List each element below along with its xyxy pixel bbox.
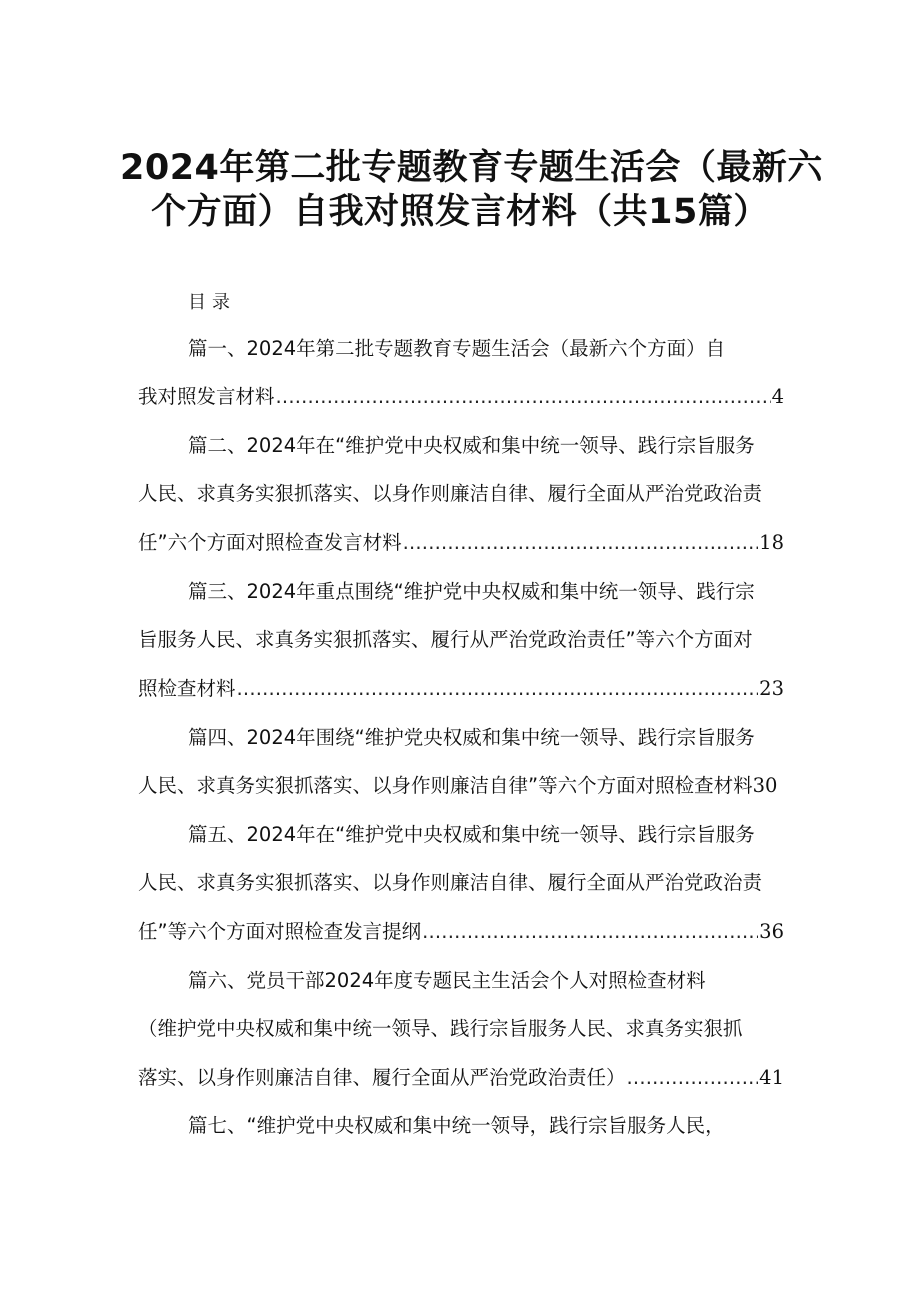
toc-entry-1-page: 4 <box>771 385 784 408</box>
toc-entry-4-page: 30 <box>752 774 778 797</box>
toc-entry-2-last-line[interactable] <box>138 527 784 559</box>
dot-leader <box>403 527 759 559</box>
document-title-line-2: 个方面）自我对照发言材料（共15篇） <box>151 192 769 232</box>
toc-entry-2-page: 18 <box>759 531 784 554</box>
toc-entry-3-line-1[interactable]: 篇三、2024年重点围绕“维护党中央权威和集中统一领导、践行宗 <box>188 580 755 603</box>
toc-entry-5-line-2[interactable]: 人民、求真务实狠抓落实、以身作则廉洁自律、履行全面从严治党政治责 <box>138 871 763 894</box>
document-title-line-1: 2024年第二批专题教育专题生活会（最新六 <box>120 148 823 188</box>
toc-entry-2-text: 任”六个方面对照检查发言材料 <box>138 531 402 554</box>
toc-heading: 目录 <box>188 292 236 313</box>
toc-entry-2-line-2[interactable]: 人民、求真务实狠抓落实、以身作则廉洁自律、履行全面从严治党政治责 <box>138 482 763 505</box>
dot-leader <box>627 1062 759 1094</box>
toc-entry-1-last-line[interactable] <box>138 381 784 413</box>
toc-entry-5-line-1[interactable]: 篇五、2024年在“维护党中央权威和集中统一领导、践行宗旨服务 <box>188 823 755 846</box>
toc-entry-4-text: 人民、求真务实狠抓落实、以身作则廉洁自律”等六个方面对照检查材料 <box>138 774 753 797</box>
toc-entry-3-page: 23 <box>759 677 784 700</box>
dot-leader <box>276 381 771 413</box>
toc-entry-6-line-2[interactable]: （维护党中央权威和集中统一领导、践行宗旨服务人民、求真务实狠抓 <box>138 1017 743 1040</box>
toc-entry-4-last-line[interactable] <box>138 770 784 802</box>
toc-entry-1-line-1[interactable]: 篇一、2024年第二批专题教育专题生活会（最新六个方面）自 <box>188 337 726 360</box>
toc-entry-6-line-1[interactable]: 篇六、党员干部2024年度专题民主生活会个人对照检查材料 <box>188 969 706 992</box>
toc-entry-4-line-1[interactable]: 篇四、2024年围绕“维护党央权威和集中统一领导、践行宗旨服务 <box>188 726 755 749</box>
toc-entry-6-last-line[interactable] <box>138 1062 784 1094</box>
toc-entry-5-last-line[interactable] <box>138 916 784 948</box>
toc-entry-7-line-1[interactable]: 篇七、“维护党中央权威和集中统一领导，践行宗旨服务人民， <box>188 1114 725 1137</box>
toc-entry-3-last-line[interactable] <box>138 673 784 705</box>
toc-entry-6-text: 落实、以身作则廉洁自律、履行全面从严治党政治责任） <box>138 1066 626 1089</box>
dot-leader <box>237 673 759 705</box>
toc-entry-5-page: 36 <box>759 920 784 943</box>
toc-entry-2-line-1[interactable]: 篇二、2024年在“维护党中央权威和集中统一领导、践行宗旨服务 <box>188 434 755 457</box>
toc-entry-3-text: 照检查材料 <box>138 677 236 700</box>
toc-entry-6-page: 41 <box>759 1066 784 1089</box>
toc-entry-5-text: 任”等六个方面对照检查发言提纲 <box>138 920 422 943</box>
toc-entry-3-line-2[interactable]: 旨服务人民、求真务实狠抓落实、履行从严治党政治责任”等六个方面对 <box>138 628 753 651</box>
toc-entry-1-text: 我对照发言材料 <box>138 385 275 408</box>
dot-leader <box>422 916 758 948</box>
